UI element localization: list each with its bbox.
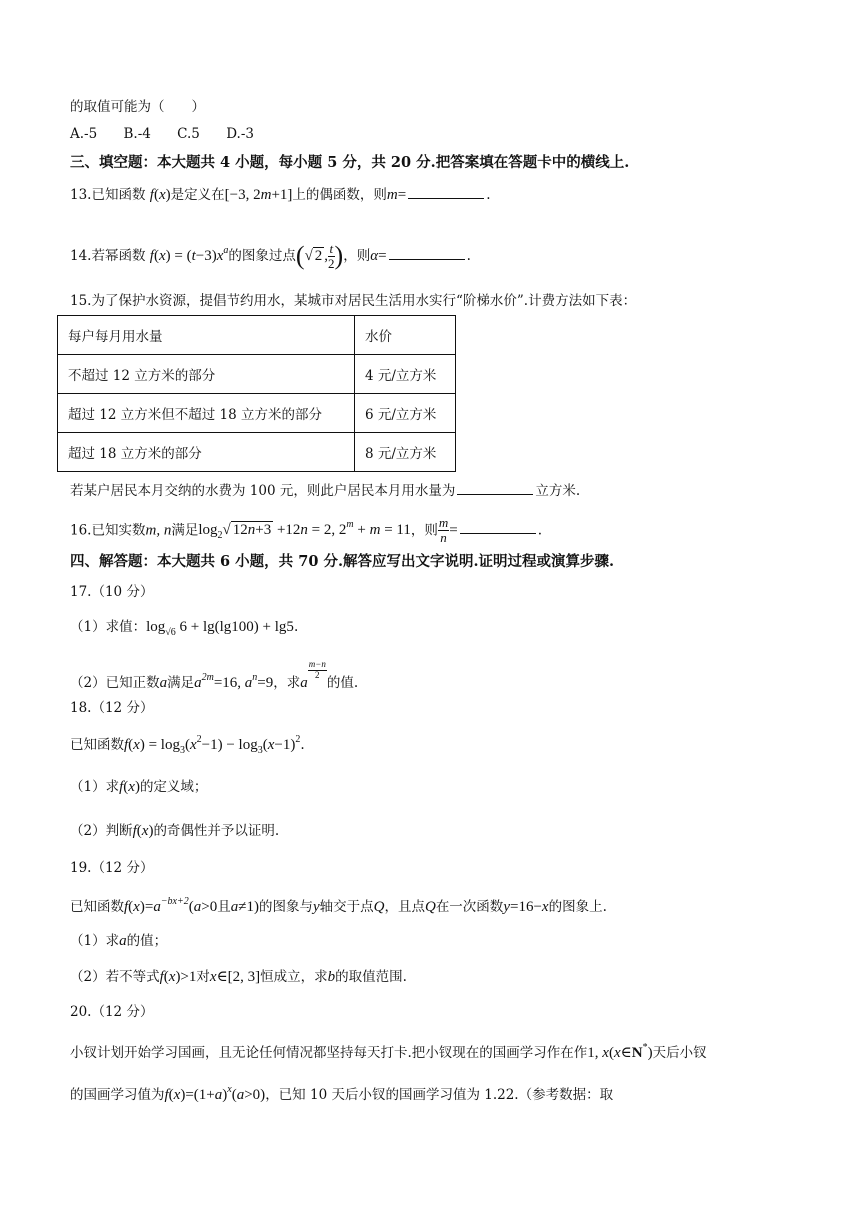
table-row <box>58 433 456 472</box>
question-13: 13.已知函数 f(x)是定义在[−3, 2m+1]上的偶函数，则m= . <box>70 187 491 203</box>
table-cell: 4 元/立方米 <box>355 355 456 394</box>
table-row <box>58 316 456 355</box>
question-18-header: 18.（12 分） <box>70 700 154 716</box>
answer-blank-16[interactable] <box>460 521 536 534</box>
table-header-usage: 每户每月用水量 <box>58 316 355 355</box>
question-20-header: 20.（12 分） <box>70 1004 154 1020</box>
q12-tail: 的取值可能为（ ） <box>70 99 205 115</box>
question-14: 14.若幂函数 $f(x) = (t-3)x^a$的图象过点(√ 2 , $\frac{t}{2}$ )，则α= . <box>70 240 471 271</box>
question-18-part-1: （1）求f(x)的定义域； <box>70 779 208 795</box>
option-d: D.-3 <box>226 126 254 142</box>
answer-blank-14[interactable] <box>389 247 465 260</box>
table-row <box>58 394 456 433</box>
table-cell: 超过 12 立方米但不超过 18 立方米的部分 <box>58 394 355 433</box>
answer-blank-15[interactable] <box>457 482 533 495</box>
table-cell: 8 元/立方米 <box>355 433 456 472</box>
question-15: 若某户居民本月交纳的水费为 100 元，则此户居民本月用水量为 立方米. <box>70 483 581 499</box>
question-19-stem: 已知函数$f(x)=a^{-bx+2}(a>0$且a≠1)的图象与y轴交于点Q，且点Q在一次函数y=16−x的图象上. <box>70 896 607 915</box>
question-18-stem: 已知函数$f(x) = \log_3(x^2-1) - \log_3(x-1)^2$. <box>70 734 305 756</box>
option-b: B.-4 <box>123 126 151 142</box>
question-17-header: 17.（10 分） <box>70 584 154 600</box>
question-20-line-1: 小钗计划开始学习国画，且无论任何情况都坚持每天打卡.把小钗现在的国画学习作在作1, x(x∈N*)天后小钗 <box>70 1042 707 1061</box>
question-19-part-2: （2）若不等式f(x)>1对x∈[2, 3]恒成立，求b的取值范围. <box>70 969 407 985</box>
question-18-part-2: （2）判断f(x)的奇偶性并予以证明. <box>70 823 280 839</box>
table-cell: 6 元/立方米 <box>355 394 456 433</box>
option-a: A.-5 <box>70 126 98 142</box>
answer-blank-13[interactable] <box>408 186 484 199</box>
section-3-heading: 三、填空题：本大题共 4 小题，每小题 5 分，共 20 分.把答案填在答题卡中的横线上. <box>70 154 630 171</box>
question-19-part-1: （1）求a的值； <box>70 933 168 949</box>
option-c: C.5 <box>177 126 200 142</box>
section-4-heading: 四、解答题：本大题共 6 小题，共 70 分.解答应写出文字说明.证明过程或演算步骤. <box>70 553 615 570</box>
question-15-intro: 15.为了保护水资源，提倡节约用水，某城市对居民生活用水实行“阶梯水价”.计费方法如下表： <box>70 293 637 309</box>
table-header-price: 水价 <box>355 316 456 355</box>
q12-options <box>70 126 254 142</box>
table-row <box>58 355 456 394</box>
question-16: 16.已知实数m, n满足$\log_2√$ 12n+3 +12n = 2, $2^m + m = 11$，则 $\frac{m}{n}$ = . <box>70 515 542 546</box>
question-17-part-1: （1）求值：$\log_{√6} 6 + \lg(\lg 100) + \lg 5$. <box>70 619 299 638</box>
table-cell: 超过 18 立方米的部分 <box>58 433 355 472</box>
question-19-header: 19.（12 分） <box>70 860 154 876</box>
question-17-part-2: （2）已知正数a满足$a^{2m}=16$, $a^n=9$，求a $\frac{m-n}{2}$ 的值. <box>70 659 359 691</box>
water-price-table <box>57 315 456 472</box>
question-20-line-2: 的国画学习值为$f(x)=(1+a)^x(a>0)$，已知 10 天后小钗的国画学习值为 1.22.（参考数据：取 <box>70 1084 614 1103</box>
table-cell: 不超过 12 立方米的部分 <box>58 355 355 394</box>
